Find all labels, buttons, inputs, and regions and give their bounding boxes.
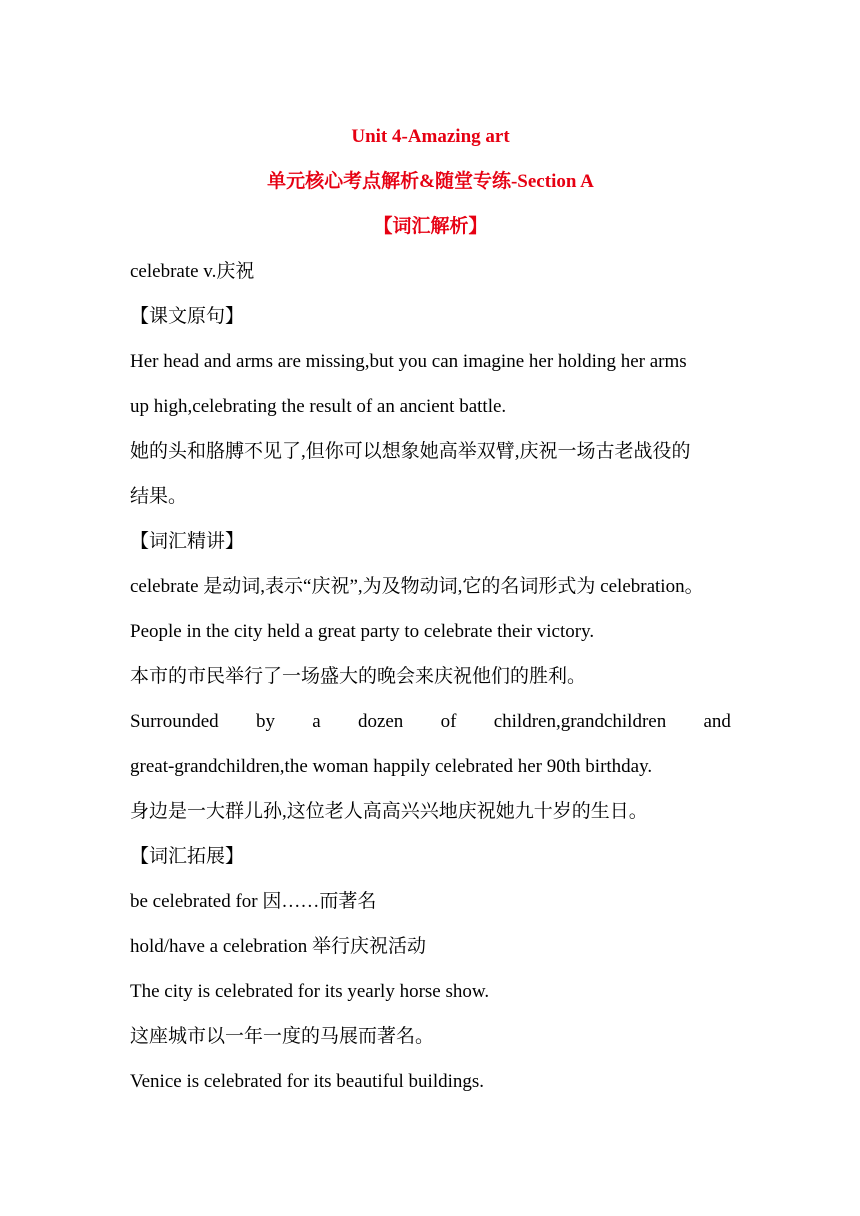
subheading-original-sentence: 【课文原句】 (130, 306, 245, 327)
section-title: 单元核心考点解析&随堂专练-Section A (267, 171, 594, 192)
example-2-en-line-2: great-grandchildren,the woman happily celebrated her 90th birthday. (130, 756, 653, 777)
explanation-text: celebrate 是动词,表示“庆祝”,为及物动词,它的名词形式为 celebration。 (130, 576, 704, 597)
word: of (440, 711, 457, 732)
original-sentence-en-2: up high,celebrating the result of an ancient battle. (130, 396, 507, 417)
phrase-1: be celebrated for 因……而著名 (130, 891, 377, 912)
subheading-extension: 【词汇拓展】 (130, 846, 245, 867)
word: a (312, 711, 321, 732)
example-3-en: The city is celebrated for its yearly horse show. (130, 981, 490, 1002)
word: by (255, 711, 275, 732)
example-1-zh: 本市的市民举行了一场盛大的晚会来庆祝他们的胜利。 (130, 666, 587, 687)
unit-title: Unit 4-Amazing art (351, 126, 510, 147)
original-sentence-zh-1: 她的头和胳膊不见了,但你可以想象她高举双臂,庆祝一场古老战役的 (130, 441, 691, 462)
example-4-en: Venice is celebrated for its beautiful buildings. (130, 1071, 485, 1092)
example-1-en: People in the city held a great party to celebrate their victory. (130, 621, 595, 642)
example-2-en-line-1 (130, 699, 731, 744)
word: children,grandchildren (493, 711, 667, 732)
vocabulary-heading: 【词汇解析】 (373, 216, 488, 237)
subheading-explanation: 【词汇精讲】 (130, 531, 245, 552)
word-entry: celebrate v.庆祝 (130, 261, 255, 282)
word: Surrounded (130, 711, 219, 732)
original-sentence-en-1: Her head and arms are missing,but you can imagine her holding her arms (130, 351, 687, 372)
phrase-2: hold/have a celebration 举行庆祝活动 (130, 936, 427, 957)
document-page (130, 114, 731, 1104)
word: dozen (357, 711, 404, 732)
word: and (703, 711, 731, 732)
example-2-zh: 身边是一大群儿孙,这位老人高高兴兴地庆祝她九十岁的生日。 (130, 801, 648, 822)
example-3-zh: 这座城市以一年一度的马展而著名。 (130, 1026, 435, 1047)
original-sentence-zh-2: 结果。 (130, 486, 188, 507)
